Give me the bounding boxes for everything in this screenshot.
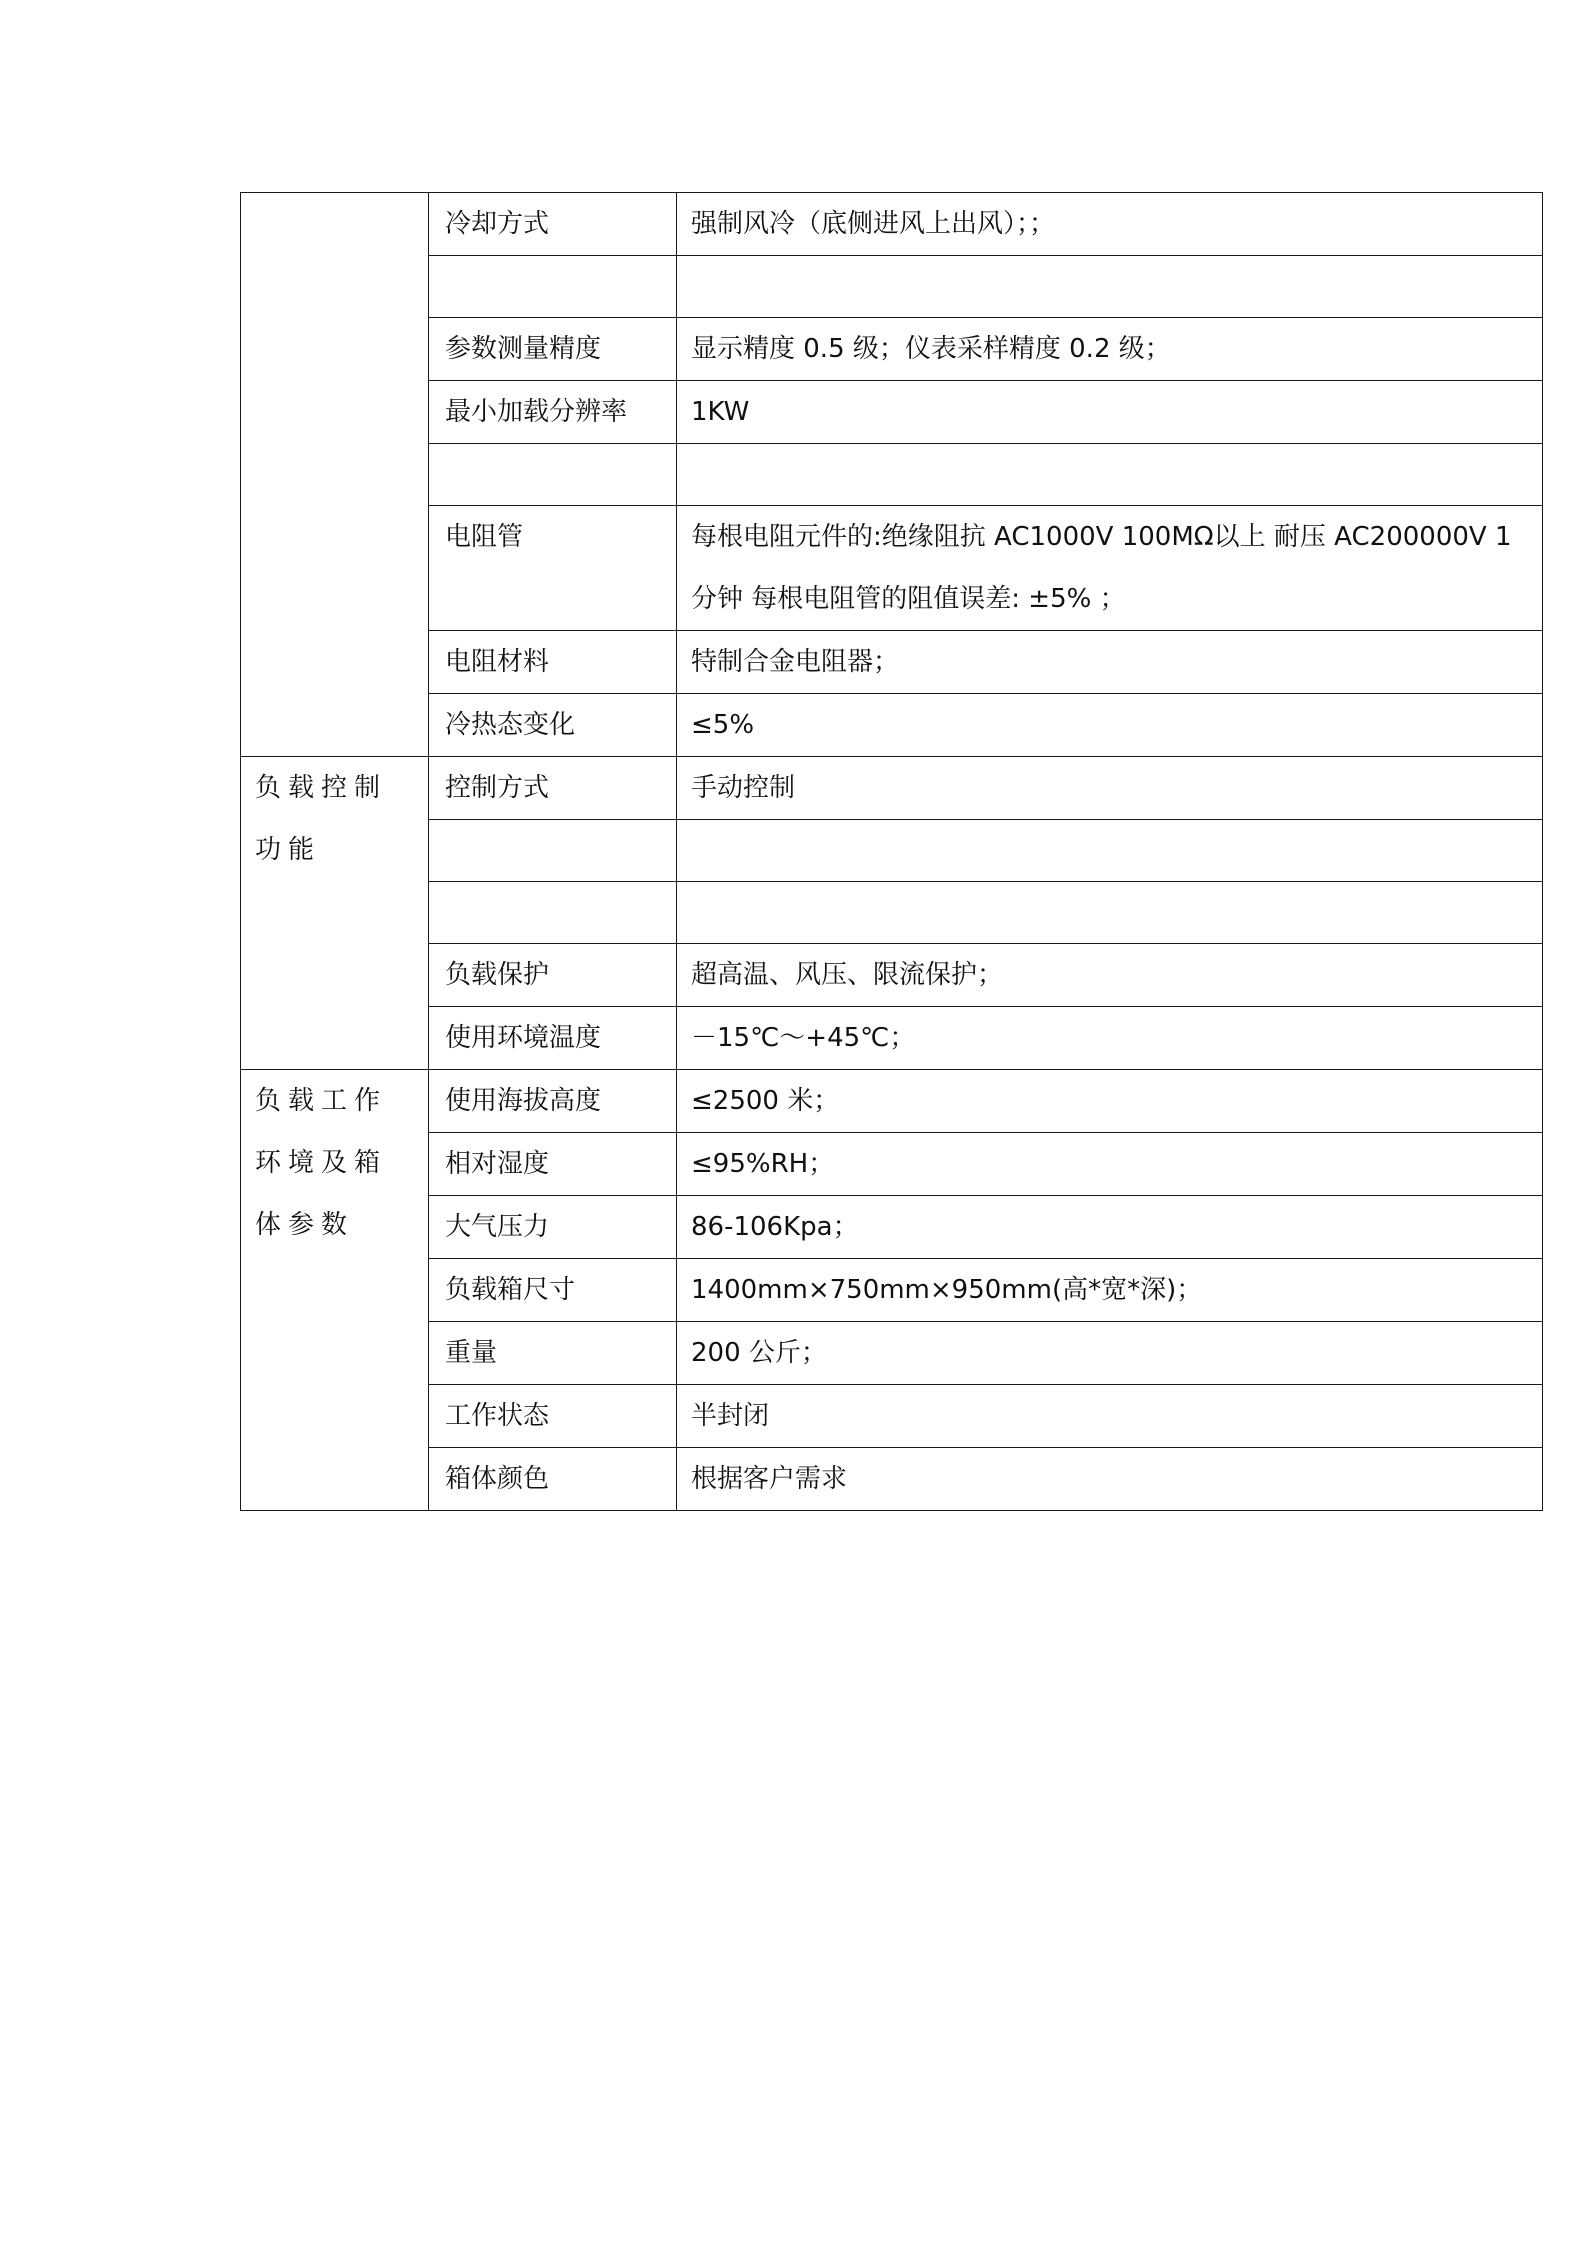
parameter-value-cell: 半封闭 <box>677 1385 1543 1448</box>
parameter-name-cell: 负载箱尺寸 <box>429 1259 677 1322</box>
group-label-cell: 负载工作环境及箱体参数 <box>241 1070 429 1511</box>
table-row <box>241 694 1543 757</box>
parameter-value-cell: 超高温、风压、限流保护； <box>677 944 1543 1007</box>
table-row <box>241 820 1543 882</box>
parameter-name-cell: 冷热态变化 <box>429 694 677 757</box>
parameter-name-cell: 工作状态 <box>429 1385 677 1448</box>
parameter-name-cell <box>429 820 677 882</box>
parameter-name-cell <box>429 256 677 318</box>
table-row <box>241 444 1543 506</box>
table-row <box>241 1070 1543 1133</box>
table-row <box>241 1133 1543 1196</box>
parameter-value-cell <box>677 444 1543 506</box>
parameter-value-cell: 显示精度 0.5 级；仪表采样精度 0.2 级； <box>677 318 1543 381</box>
table-row <box>241 381 1543 444</box>
table-row <box>241 1448 1543 1511</box>
parameter-name-cell <box>429 444 677 506</box>
parameter-name-cell: 大气压力 <box>429 1196 677 1259</box>
table-row <box>241 193 1543 256</box>
parameter-value-cell: 1KW <box>677 381 1543 444</box>
parameter-value-cell: ≤2500 米； <box>677 1070 1543 1133</box>
table-row <box>241 757 1543 820</box>
table-row <box>241 256 1543 318</box>
parameter-name-cell: 最小加载分辨率 <box>429 381 677 444</box>
table-row <box>241 318 1543 381</box>
parameter-value-cell: 1400mm×750mm×950mm(高*宽*深)； <box>677 1259 1543 1322</box>
group-label-cell <box>241 193 429 757</box>
parameter-value-cell <box>677 256 1543 318</box>
table-row <box>241 944 1543 1007</box>
parameter-value-cell: 200 公斤； <box>677 1322 1543 1385</box>
table-row <box>241 882 1543 944</box>
spec-table-body <box>241 193 1543 1511</box>
parameter-value-cell: 根据客户需求 <box>677 1448 1543 1511</box>
parameter-name-cell: 电阻管 <box>429 506 677 631</box>
parameter-value-cell: ≤5% <box>677 694 1543 757</box>
parameter-name-cell: 负载保护 <box>429 944 677 1007</box>
parameter-name-cell: 使用海拔高度 <box>429 1070 677 1133</box>
parameter-name-cell: 相对湿度 <box>429 1133 677 1196</box>
parameter-value-cell <box>677 820 1543 882</box>
group-label-cell: 负载控制功能 <box>241 757 429 1070</box>
table-row <box>241 1322 1543 1385</box>
parameter-value-cell: －15℃～+45℃； <box>677 1007 1543 1070</box>
table-row <box>241 506 1543 631</box>
parameter-name-cell <box>429 882 677 944</box>
table-row <box>241 631 1543 694</box>
parameter-value-cell: 每根电阻元件的:绝缘阻抗 AC1000V 100MΩ以上 耐压 AC200000V 1分钟 每根电阻管的阻值误差: ±5% ； <box>677 506 1543 631</box>
parameter-value-cell <box>677 882 1543 944</box>
parameter-value-cell: 特制合金电阻器； <box>677 631 1543 694</box>
table-row <box>241 1385 1543 1448</box>
parameter-value-cell: 强制风冷（底侧进风上出风）；； <box>677 193 1543 256</box>
parameter-name-cell: 使用环境温度 <box>429 1007 677 1070</box>
parameter-value-cell: 86-106Kpa； <box>677 1196 1543 1259</box>
parameter-name-cell: 冷却方式 <box>429 193 677 256</box>
parameter-name-cell: 重量 <box>429 1322 677 1385</box>
parameter-name-cell: 参数测量精度 <box>429 318 677 381</box>
spec-table <box>240 192 1543 1511</box>
parameter-value-cell: ≤95%RH； <box>677 1133 1543 1196</box>
parameter-name-cell: 电阻材料 <box>429 631 677 694</box>
table-row <box>241 1007 1543 1070</box>
parameter-name-cell: 箱体颜色 <box>429 1448 677 1511</box>
table-row <box>241 1259 1543 1322</box>
parameter-name-cell: 控制方式 <box>429 757 677 820</box>
parameter-value-cell: 手动控制 <box>677 757 1543 820</box>
table-row <box>241 1196 1543 1259</box>
